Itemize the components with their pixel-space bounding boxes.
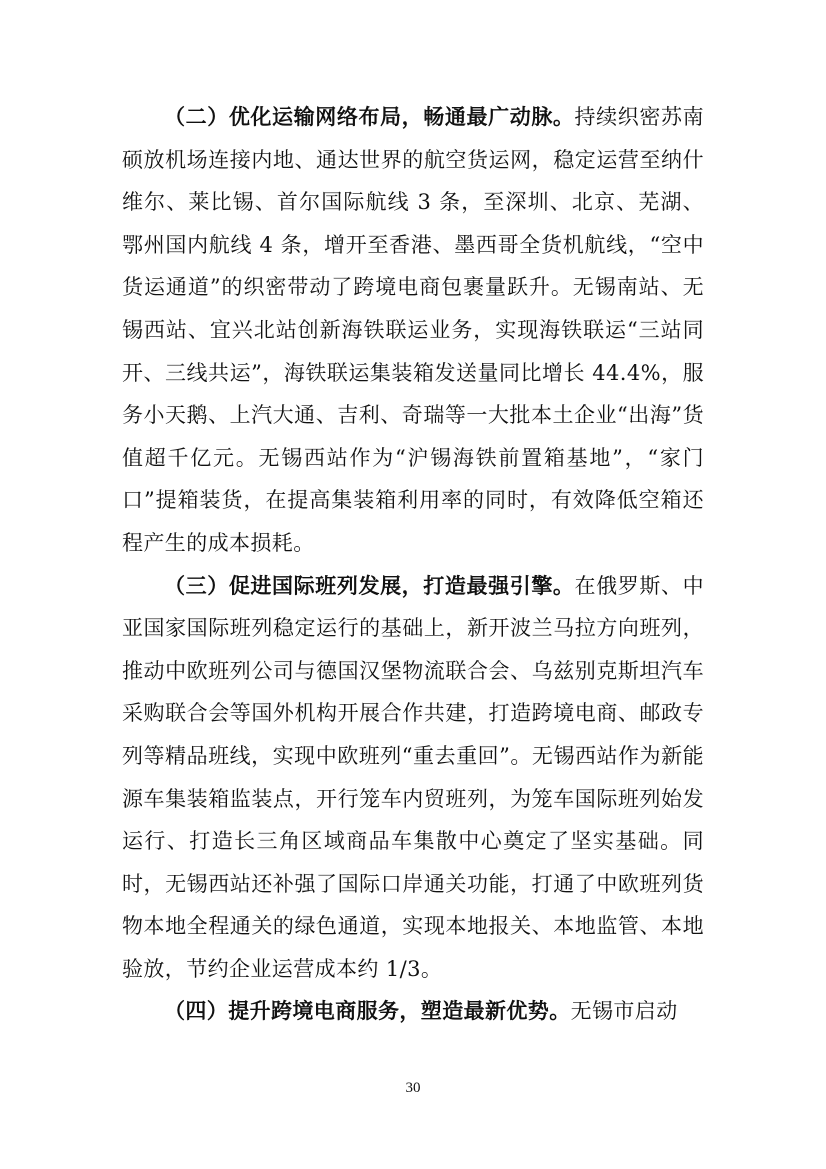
paragraph-heading: （二）优化运输网络布局，畅通最广动脉。 bbox=[164, 104, 575, 129]
paragraph-heading: （三）促进国际班列发展，打造最强引擎。 bbox=[164, 572, 575, 598]
paragraph-body: 在俄罗斯、中亚国家国际班列稳定运行的基础上，新开波兰马拉方向班列，推动中欧班列公司与德国汉堡物流联合会、乌兹别克斯坦汽车采购联合会等国外机构开展合作共建，打造跨境电商、邮政专列等精品班线，实现中欧班列“重去重回”。无锡西站作为新能源车集装箱监装点，开行笼车内贸班列，为笼车国际班列始发运行、打造长三角区域商品车集散中心奠定了坚实基础。同时，无锡西站还补强了国际口岸通关功能，打通了中欧班列货物本地全程通关的绿色通道，实现本地报关、本地监管、本地验放，节约企业运营成本约 1/3。 bbox=[122, 573, 704, 981]
document-page bbox=[122, 96, 704, 1033]
paragraph-body: 持续织密苏南硕放机场连接内地、通达世界的航空货运网，稳定运营至纳什维尔、莱比锡、首尔国际航线 3 条，至深圳、北京、芜湖、鄂州国内航线 4 条，增开至香港、墨西哥全货机航线，“空中货运通道”的织密带动了跨境电商包裹量跃升。无锡南站、无锡西站、宜兴北站创新海铁联运业务，实现海铁联运“三站同开、三线共运”，海铁联运集装箱发送量同比增长 44.4%，服务小天鹅、上汽大通、吉利、奇瑞等一大批本土企业“出海”货值超千亿元。无锡西站作为“沪锡海铁前置箱基地”，“家门口”提箱装货，在提高集装箱利用率的同时，有效降低空箱还程产生的成本损耗。 bbox=[122, 105, 704, 555]
paragraph-body: 无锡市启动 bbox=[570, 999, 678, 1024]
paragraph-cross-border-ecommerce bbox=[122, 990, 704, 1033]
paragraph-international-trains bbox=[122, 565, 704, 991]
page-number: 30 bbox=[405, 1080, 421, 1096]
paragraph-heading: （四）提升跨境电商服务，塑造最新优势。 bbox=[164, 998, 571, 1024]
paragraph-transport-network bbox=[122, 96, 704, 565]
